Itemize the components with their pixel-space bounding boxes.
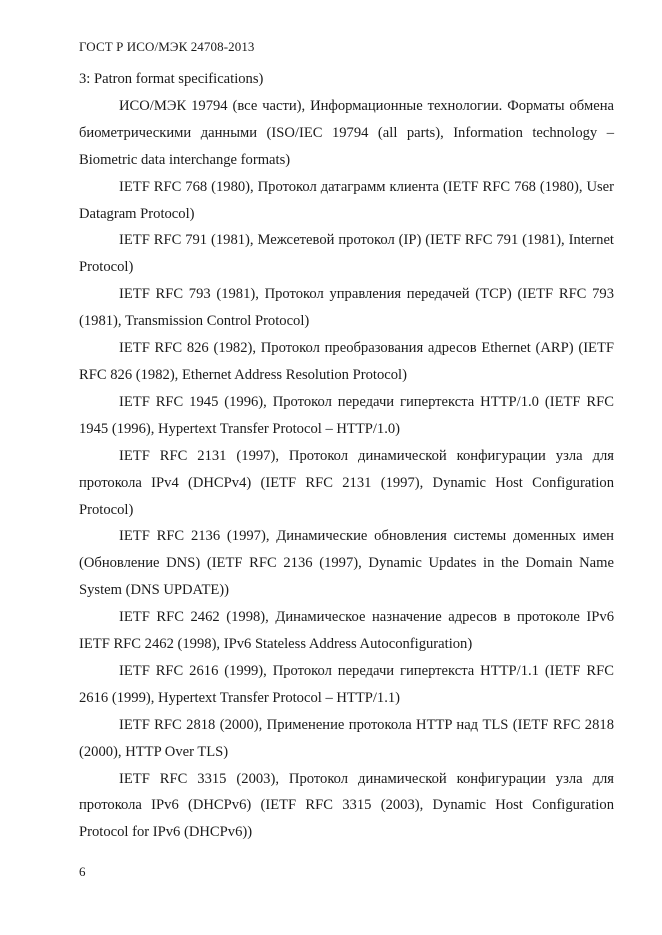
document-header: ГОСТ Р ИСО/МЭК 24708-2013 (79, 39, 255, 54)
paragraph: 3: Patron format specifications) (79, 71, 264, 87)
paragraph: IETF RFC 2616 (1999), Протокол передачи гипертекста HTTP/1.1 (IETF RFC 2616 (1999), Hypertext Transfer Protocol – HTTP/1.1) (79, 662, 614, 706)
paragraph: IETF RFC 826 (1982), Протокол преобразования адресов Ethernet (ARP) (IETF RFC 826 (1982), Ethernet Address Resolution Protocol) (79, 340, 614, 383)
paragraph: IETF RFC 791 (1981), Межсетевой протокол (IP) (IETF RFC 791 (1981), Internet Protocol) (79, 232, 614, 276)
paragraph: IETF RFC 2136 (1997), Динамические обновления системы доменных имен (Обновление DNS) (IETF RFC 2136 (1997), Dynamic Updates in the Domain Name System (DNS UPDATE)) (79, 528, 614, 599)
paragraph: IETF RFC 768 (1980), Протокол датаграмм клиента (IETF RFC 768 (1980), User Datagram Protocol) (79, 178, 614, 222)
paragraph: IETF RFC 2818 (2000), Применение протокола HTTP над TLS (IETF RFC 2818 (2000), HTTP Over TLS) (79, 716, 614, 760)
paragraph: ИСО/МЭК 19794 (все части), Информационные технологии. Форматы обмена биометрическими данными (ISO/IEC 19794 (all parts), Information technology – Biometric data interchange formats) (79, 97, 614, 168)
paragraph: IETF RFC 793 (1981), Протокол управления передачей (TCP) (IETF RFC 793 (1981), Transmission Control Protocol) (79, 286, 614, 330)
document-body (79, 66, 614, 846)
page-number: 6 (79, 864, 86, 879)
paragraph: IETF RFC 3315 (2003), Протокол динамической конфигурации узла для протокола IPv6 (DHCPv6) (IETF RFC 3315 (2003), Dynamic Host Configuration Protocol for IPv6 (DHCPv6)) (79, 770, 614, 841)
paragraph: IETF RFC 2131 (1997), Протокол динамической конфигурации узла для протокола IPv4 (DHCPv4) (IETF RFC 2131 (1997), Dynamic Host Configuration Protocol) (79, 447, 614, 518)
paragraph: IETF RFC 2462 (1998), Динамическое назначение адресов в протоколе IPv6 IETF RFC 2462 (1998), IPv6 Stateless Address Autoconfiguration) (79, 609, 614, 653)
paragraph: IETF RFC 1945 (1996), Протокол передачи гипертекста HTTP/1.0 (IETF RFC 1945 (1996), Hypertext Transfer Protocol – HTTP/1.0) (79, 393, 614, 437)
